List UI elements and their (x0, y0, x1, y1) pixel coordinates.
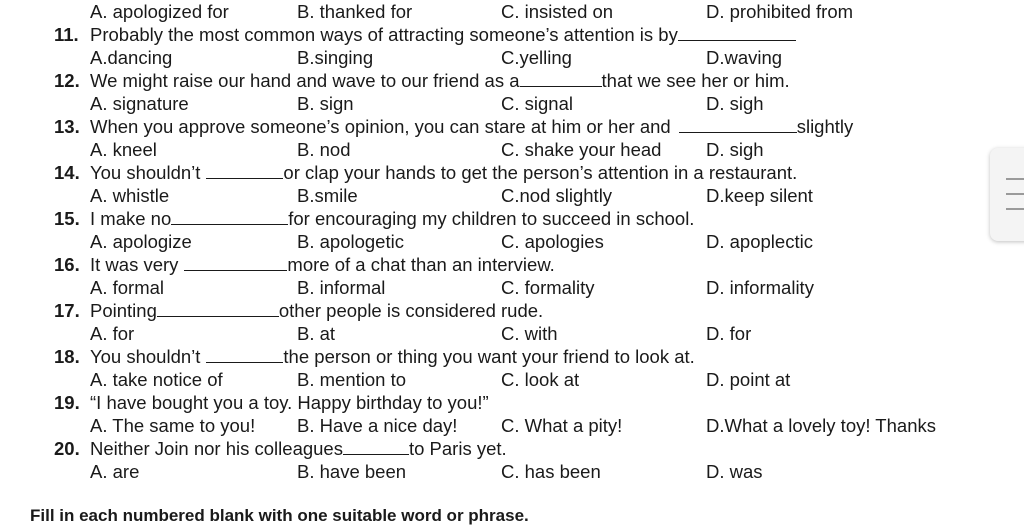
q12-stem (0, 70, 1024, 93)
q19-option-c: C. What a pity! (501, 415, 623, 436)
q13-option-d: D. sigh (706, 139, 764, 160)
q12-options (0, 93, 1024, 116)
q20-option-a: A. are (90, 461, 140, 482)
q16-text-post: more of a chat than an interview. (287, 254, 555, 275)
q17-option-a: A. for (90, 323, 135, 344)
q18-option-d: D. point at (706, 369, 791, 390)
q18-number: 18. (54, 346, 80, 367)
q13-number: 13. (54, 116, 80, 137)
q15-option-b: B. apologetic (297, 231, 404, 252)
q10-option-d: D. prohibited from (706, 1, 854, 22)
q18-option-c: C. look at (501, 369, 580, 390)
q12-number: 12. (54, 70, 80, 91)
q14-options (0, 185, 1024, 208)
q15-option-d: D. apoplectic (706, 231, 813, 252)
q13-option-b: B. nod (297, 139, 351, 160)
q20-blank[interactable] (343, 440, 409, 455)
handle-bar-icon (1006, 193, 1024, 195)
q20-text-pre: Neither Join nor his colleagues (90, 438, 343, 459)
q11-option-b: B.singing (297, 47, 374, 68)
section-instruction: Fill in each numbered blank with one suitable word or phrase. (30, 506, 529, 525)
handle-bar-icon (1006, 178, 1024, 180)
q15-text (90, 208, 694, 230)
q19-option-a: A. The same to you! (90, 415, 256, 436)
q11-option-c: C.yelling (501, 47, 572, 68)
q12-blank[interactable] (520, 72, 602, 87)
q11-option-a: A.dancing (90, 47, 173, 68)
q11-stem (0, 24, 1024, 47)
q17-option-c: C. with (501, 323, 558, 344)
q18-stem (0, 346, 1024, 369)
q17-text-pre: Pointing (90, 300, 157, 321)
q13-text-pre: When you approve someone’s opinion, you can stare at him or her and (90, 116, 671, 137)
q18-text (90, 346, 695, 368)
q18-options (0, 369, 1024, 392)
q10-options (0, 1, 1024, 24)
q15-text-post: for encouraging my children to succeed in school. (288, 208, 695, 229)
q16-option-c: C. formality (501, 277, 595, 298)
q18-option-b: B. mention to (297, 369, 407, 390)
side-panel-handle[interactable] (990, 148, 1024, 241)
q17-stem (0, 300, 1024, 323)
q16-text (90, 254, 555, 276)
q15-text-pre: I make no (90, 208, 172, 229)
q19-option-b: B. Have a nice day! (297, 415, 458, 436)
q14-stem (0, 162, 1024, 185)
q14-option-b: B.smile (297, 185, 358, 206)
q12-option-d: D. sigh (706, 93, 764, 114)
q13-option-c: C. shake your head (501, 139, 662, 160)
q18-text-post: the person or thing you want your friend to look at. (283, 346, 695, 367)
q17-option-b: B. at (297, 323, 336, 344)
q11-text-pre: Probably the most common ways of attracting someone’s attention is by (90, 24, 678, 45)
q12-option-c: C. signal (501, 93, 573, 114)
q20-stem (0, 438, 1024, 461)
q11-option-d: D.waving (706, 47, 783, 68)
q20-text (90, 438, 507, 460)
q18-blank[interactable] (206, 348, 283, 363)
q20-option-c: C. has been (501, 461, 601, 482)
q15-stem (0, 208, 1024, 231)
q15-blank[interactable] (171, 210, 288, 225)
q12-option-a: A. signature (90, 93, 189, 114)
q10-option-a: A. apologized for (90, 1, 229, 22)
q17-options (0, 323, 1024, 346)
q13-option-a: A. kneel (90, 139, 157, 160)
q20-option-b: B. have been (297, 461, 407, 482)
q13-options (0, 139, 1024, 162)
q12-text-post: that we see her or him. (601, 70, 790, 91)
q16-stem (0, 254, 1024, 277)
q17-blank[interactable] (157, 302, 279, 317)
q17-text-post: other people is considered rude. (278, 300, 544, 321)
q19-stem (0, 392, 1024, 415)
q15-option-a: A. apologize (90, 231, 192, 252)
q11-number: 11. (54, 24, 79, 45)
q16-option-d: D. informality (706, 277, 814, 298)
q15-options (0, 231, 1024, 254)
q17-option-d: D. for (706, 323, 752, 344)
q13-blank[interactable] (679, 118, 797, 133)
q14-number: 14. (54, 162, 80, 183)
q14-option-d: D.keep silent (706, 185, 813, 206)
q16-option-a: A. formal (90, 277, 165, 298)
q11-blank[interactable] (678, 26, 796, 41)
q20-options (0, 461, 1024, 484)
q14-option-a: A. whistle (90, 185, 170, 206)
q19-options (0, 415, 1024, 438)
q14-text-post: or clap your hands to get the person’s attention in a restaurant. (283, 162, 798, 183)
q16-text-pre: It was very (90, 254, 179, 275)
q18-option-a: A. take notice of (90, 369, 223, 390)
q14-option-c: C.nod slightly (501, 185, 613, 206)
q16-number: 16. (54, 254, 80, 275)
q20-text-post: to Paris yet. (408, 438, 507, 459)
q20-number: 20. (54, 438, 80, 459)
q10-option-c: C. insisted on (501, 1, 614, 22)
q15-number: 15. (54, 208, 80, 229)
q19-number: 19. (54, 392, 80, 413)
q12-text-pre: We might raise our hand and wave to our friend as a (90, 70, 520, 91)
q14-blank[interactable] (206, 164, 283, 179)
q18-text-pre: You shouldn’t (90, 346, 201, 367)
q11-text (90, 24, 796, 46)
q19-text: “I have bought you a toy. Happy birthday to you!” (90, 392, 489, 413)
q13-stem (0, 116, 1024, 139)
q16-options (0, 277, 1024, 300)
q12-text (90, 70, 790, 92)
q16-blank[interactable] (184, 256, 287, 271)
q20-option-d: D. was (706, 461, 763, 482)
q17-number: 17. (54, 300, 80, 321)
q10-option-b: B. thanked for (297, 1, 413, 22)
q12-option-b: B. sign (297, 93, 354, 114)
q13-text-post: slightly (796, 116, 854, 137)
q14-text-pre: You shouldn’t (90, 162, 201, 183)
q11-options (0, 47, 1024, 70)
q17-text (90, 300, 543, 322)
q14-text (90, 162, 797, 184)
q16-option-b: B. informal (297, 277, 386, 298)
q19-option-d: D.What a lovely toy! Thanks (706, 415, 936, 436)
q13-text (90, 116, 853, 138)
handle-bar-icon (1006, 208, 1024, 210)
q15-option-c: C. apologies (501, 231, 604, 252)
